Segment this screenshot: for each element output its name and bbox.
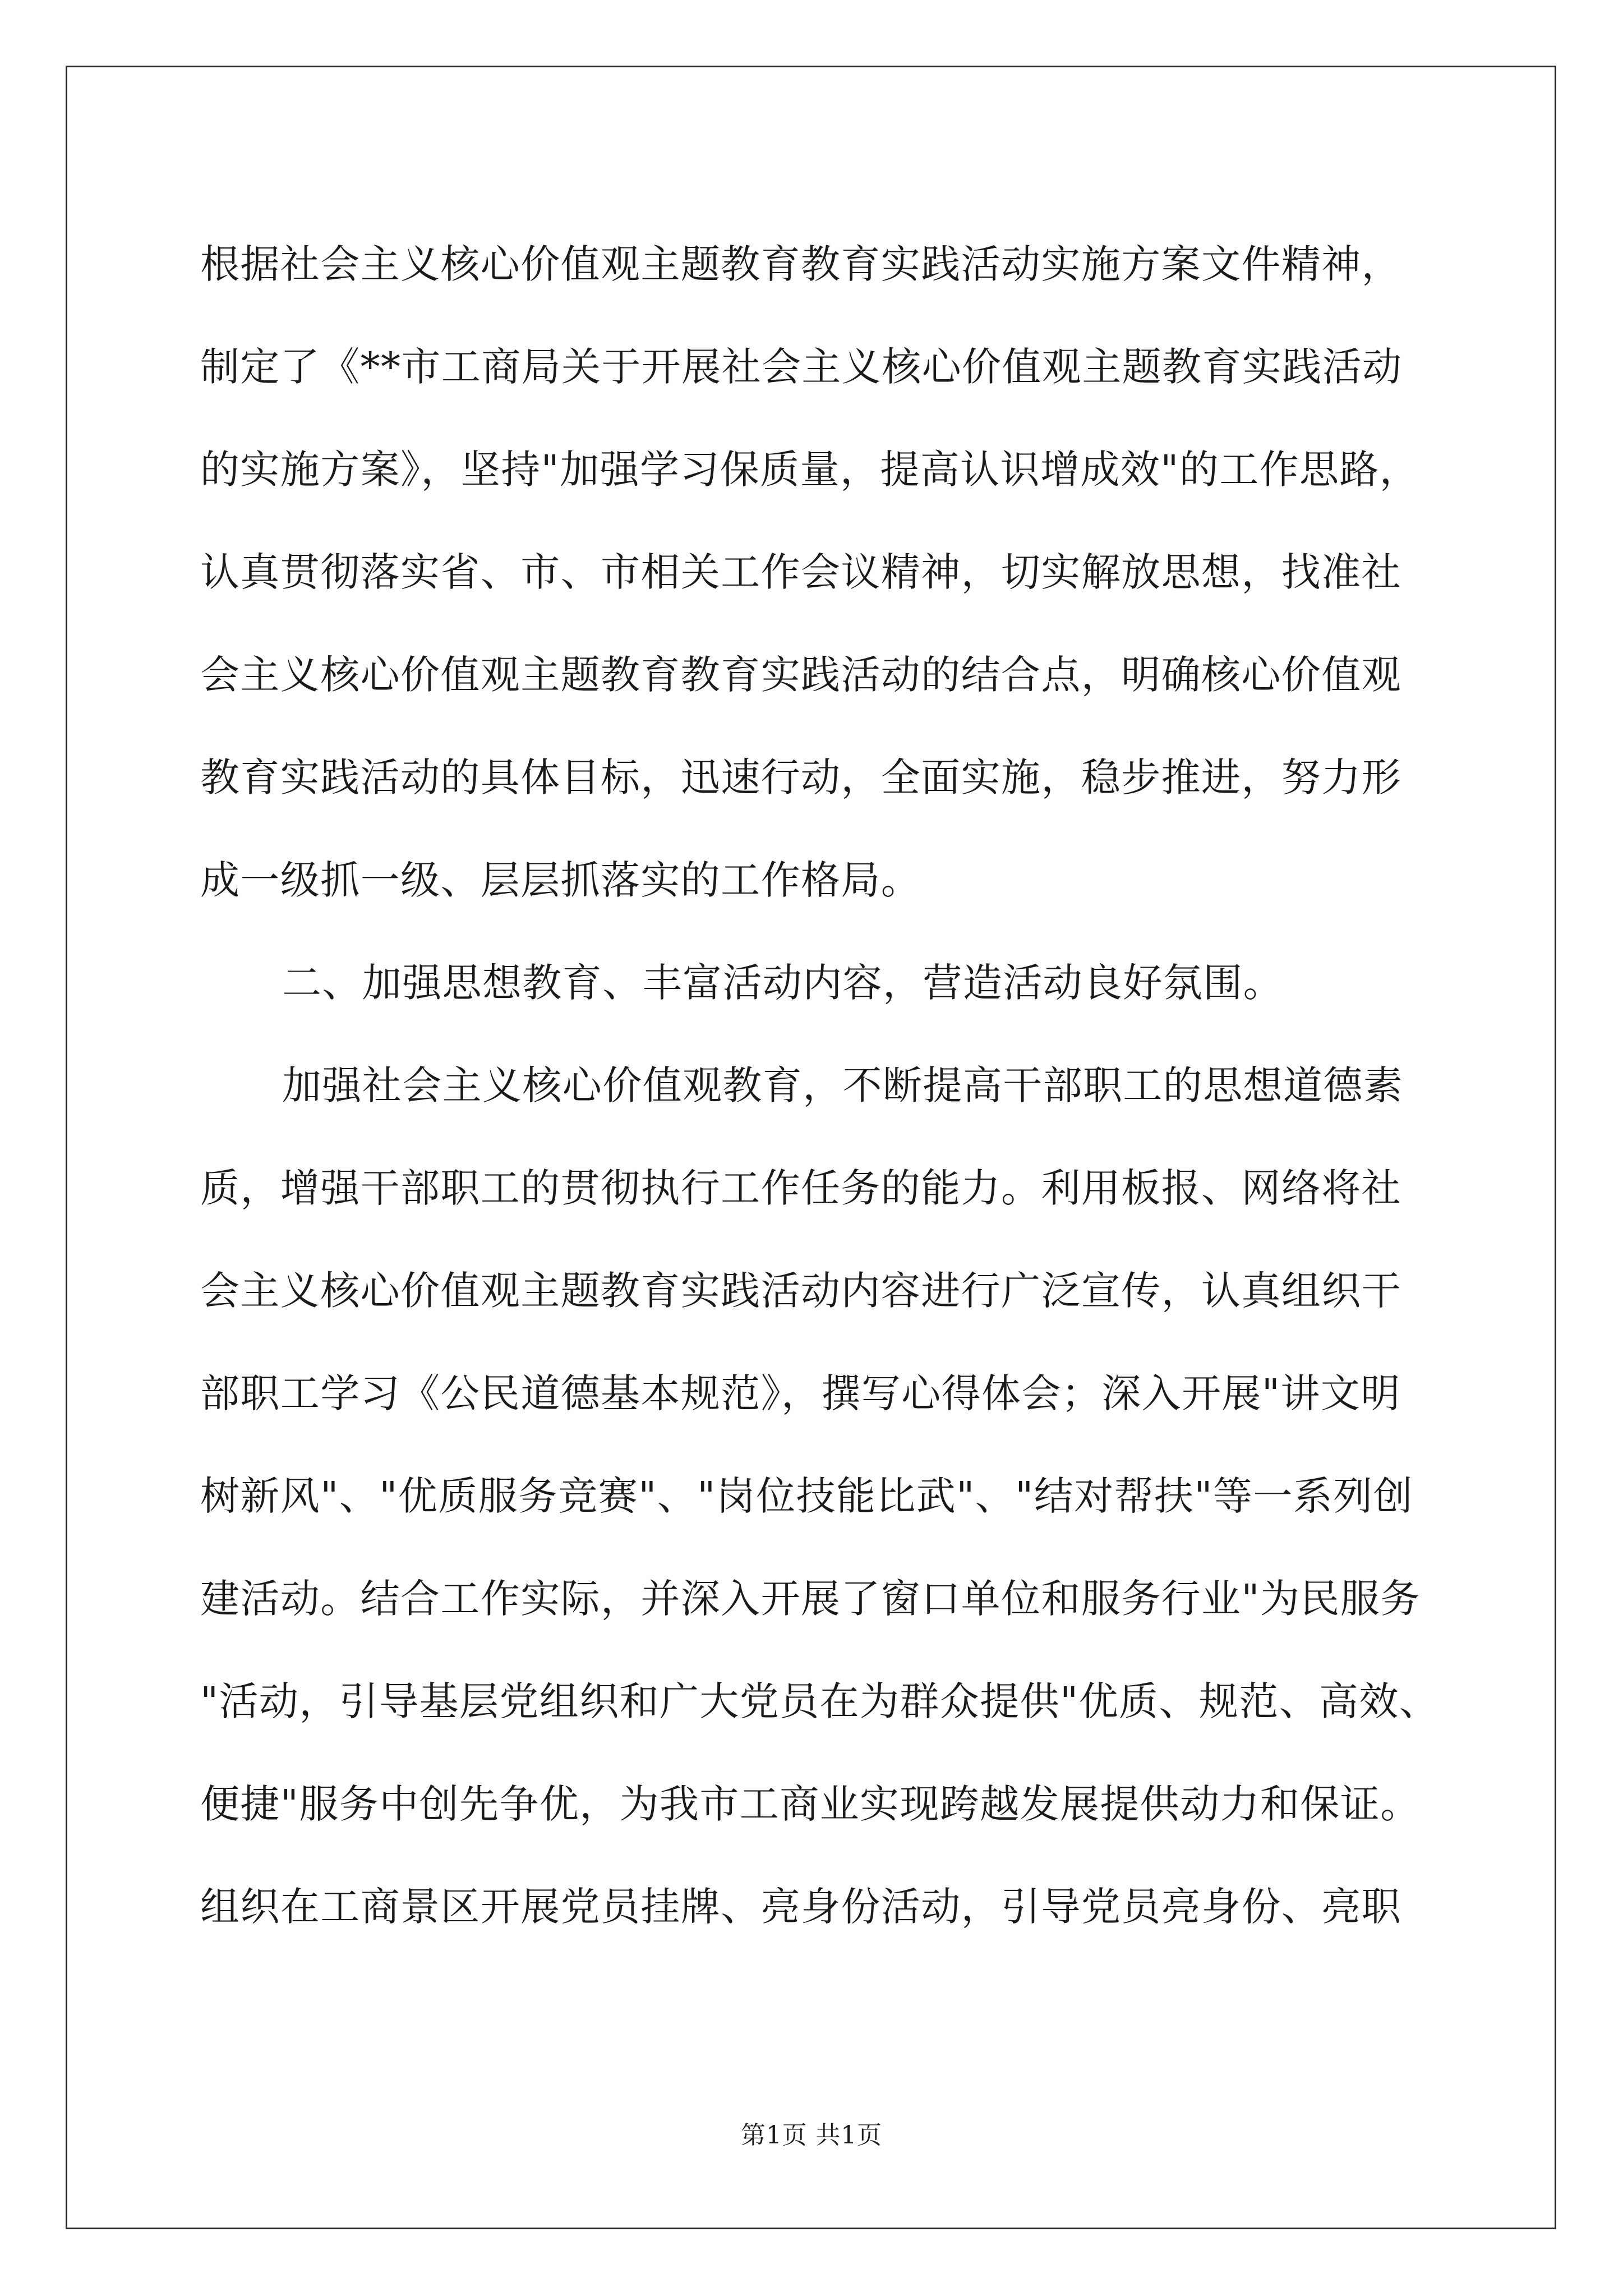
text-line-10: 质，增强干部职工的贯彻执行工作任务的能力。利用板报、网络将社 [200,1165,1401,1211]
text-line-9: 加强社会主义核心价值观教育，不断提高干部职工的思想道德素 [282,1062,1404,1108]
text-line-14: 建活动。结合工作实际，并深入开展了窗口单位和服务行业"为民服务 [200,1576,1421,1622]
text-line-2: 制定了《**市工商局关于开展社会主义核心价值观主题教育实践活动 [200,344,1403,390]
text-line-3: 的实施方案》，坚持"加强学习保质量，提高认识增成效"的工作思路， [200,447,1420,493]
text-line-17: 组织在工商景区开展党员挂牌、亮身份活动，引导党员亮身份、亮职 [200,1884,1401,1930]
text-line-13: 树新风"、"优质服务竞赛"、"岗位技能比武"、"结对帮扶"等一系列创 [200,1473,1413,1519]
text-line-1: 根据社会主义核心价值观主题教育教育实践活动实施方案文件精神， [200,241,1401,287]
text-line-6: 教育实践活动的具体目标，迅速行动，全面实施，稳步推进，努力形 [200,754,1401,800]
text-line-16: 便捷"服务中创先争优，为我市工商业实现跨越发展提供动力和保证。 [200,1781,1421,1827]
text-line-5: 会主义核心价值观主题教育教育实践活动的结合点，明确核心价值观 [200,652,1401,698]
text-line-12: 部职工学习《公民道德基本规范》，撰写心得体会；深入开展"讲文明 [200,1370,1401,1416]
section-heading: 二、加强思想教育、丰富活动内容，营造活动良好氛围。 [282,960,1283,1006]
text-line-4: 认真贯彻落实省、市、市相关工作会议精神，切实解放思想，找准社 [200,549,1401,595]
text-line-11: 会主义核心价值观主题教育实践活动内容进行广泛宣传，认真组织干 [200,1268,1401,1314]
page-footer: 第1页 共1页 [740,2121,883,2150]
text-line-7: 成一级抓一级、层层抓落实的工作格局。 [200,857,921,903]
text-line-15: "活动，引导基层党组织和广大党员在为群众提供"优质、规范、高效、 [200,1678,1440,1724]
document-body [200,213,1440,1958]
